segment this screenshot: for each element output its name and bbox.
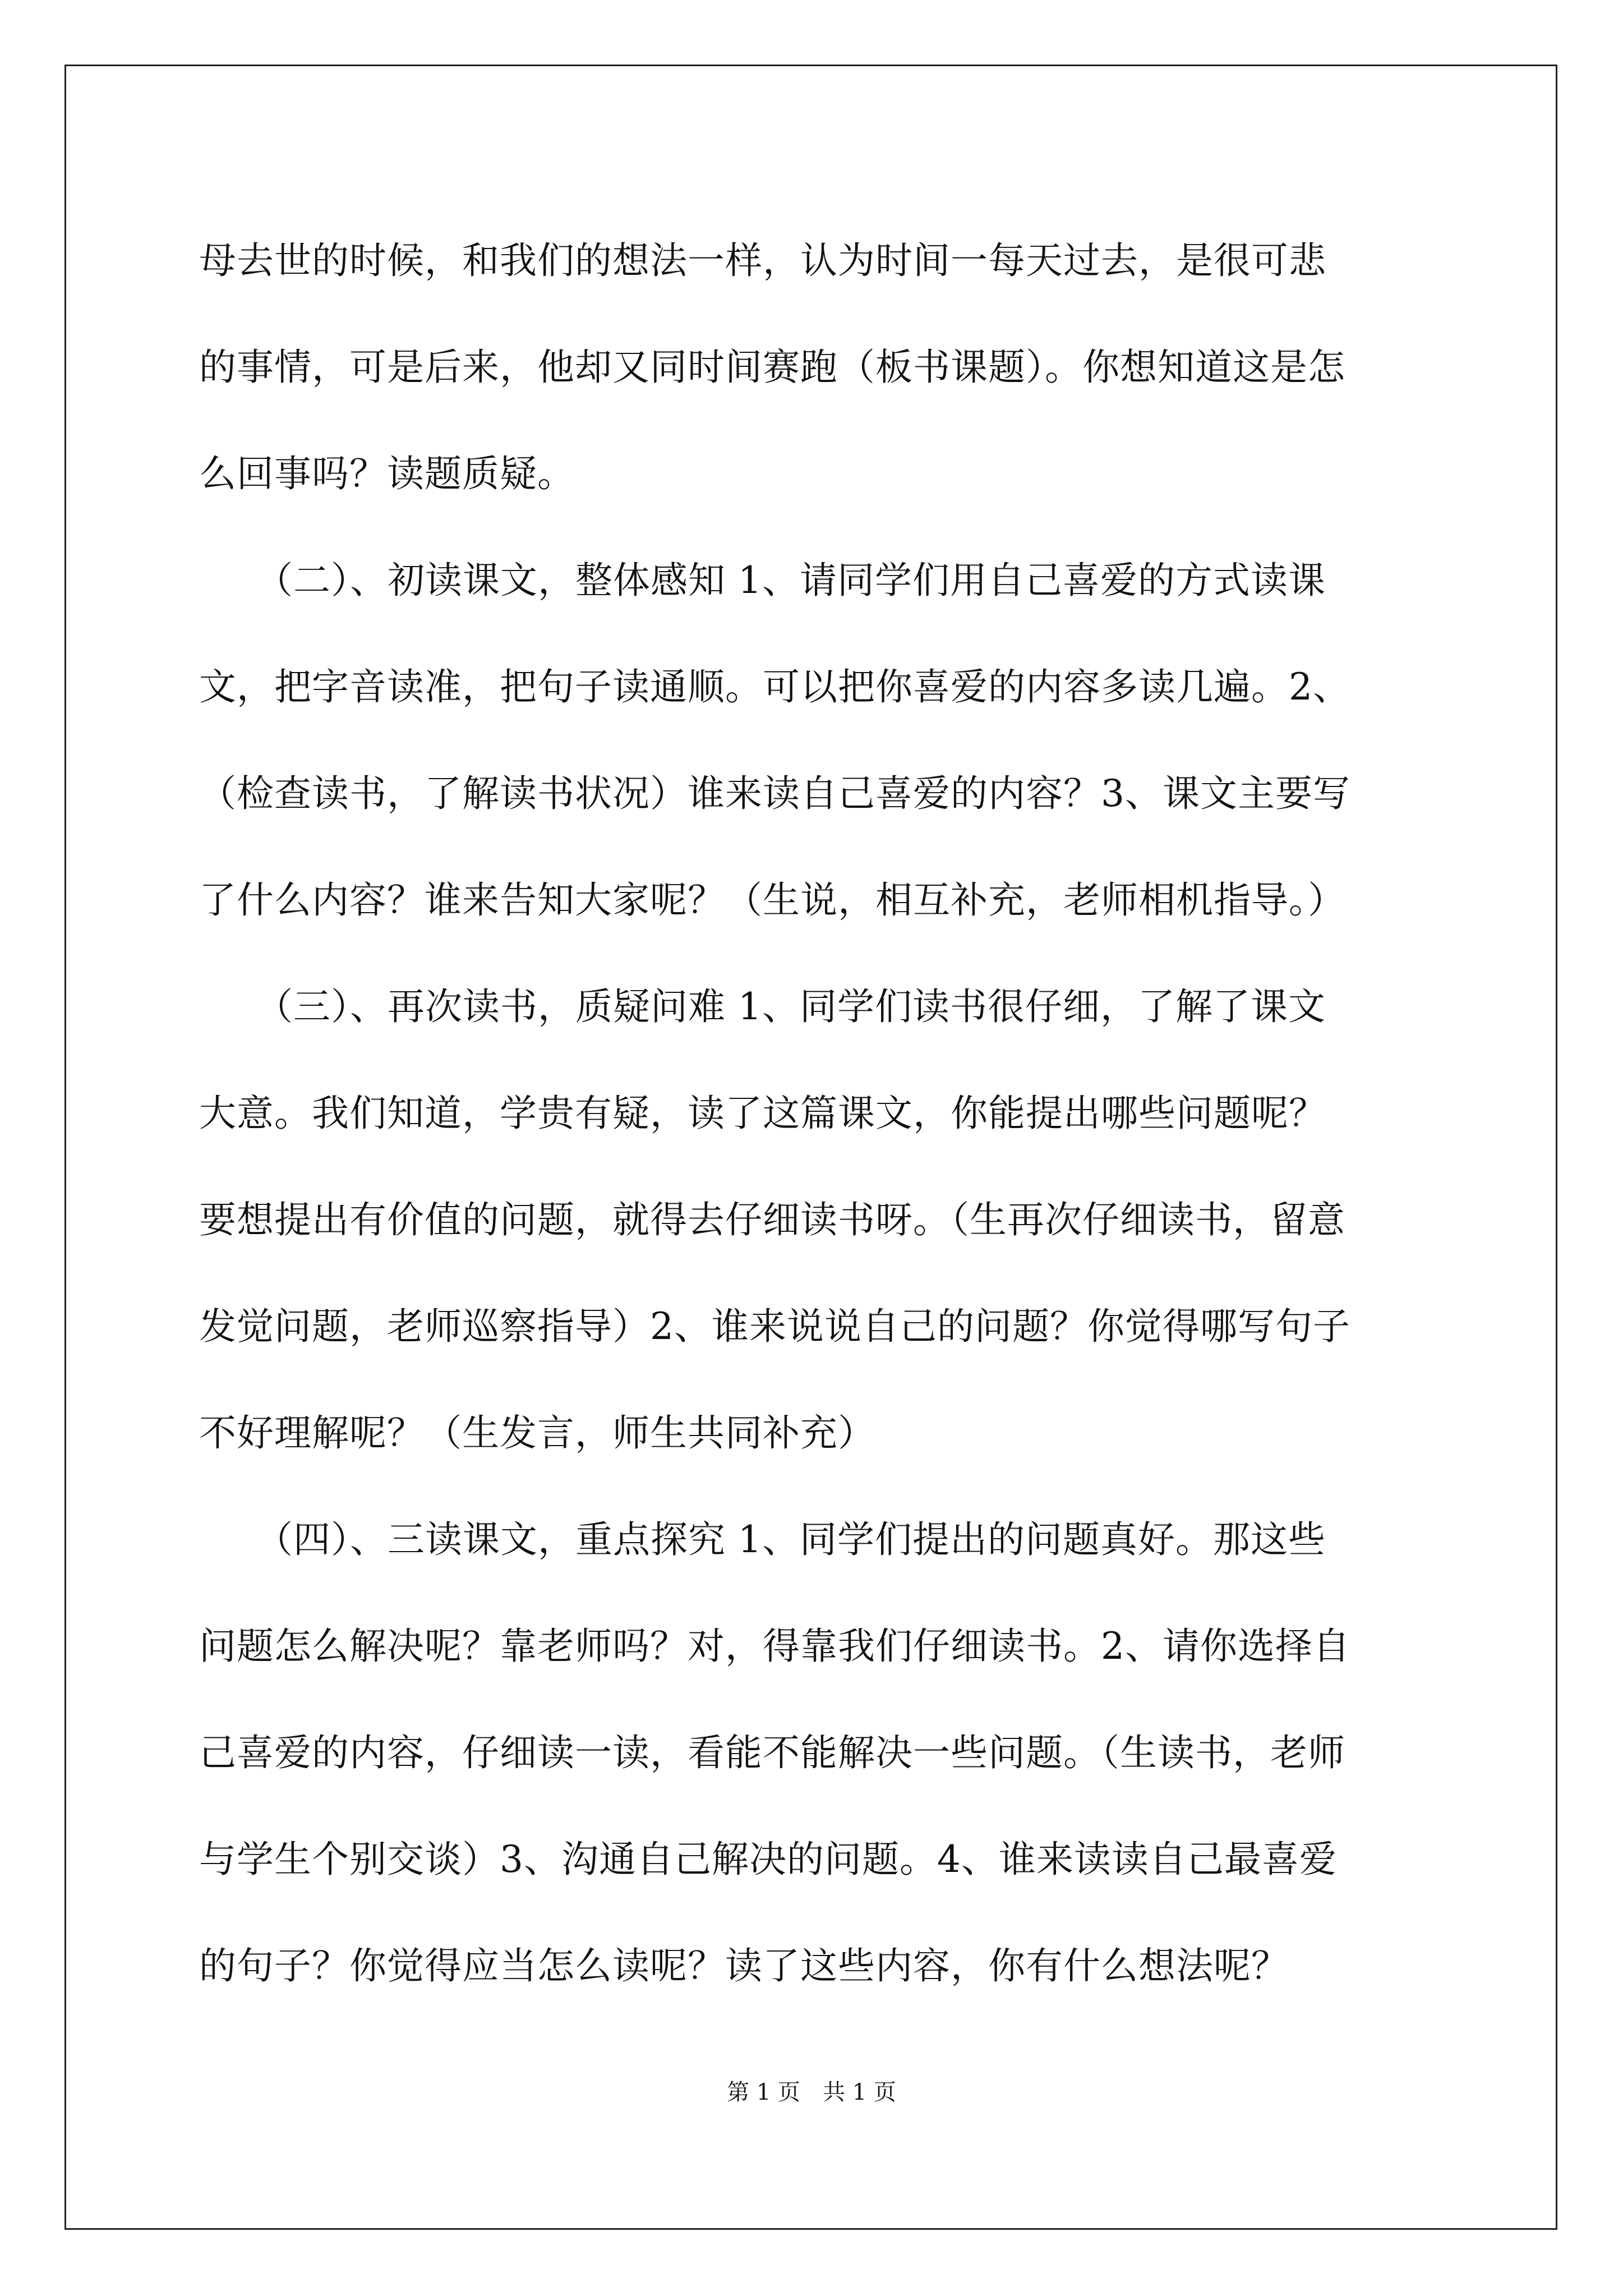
page-number-footer: 第 1 页 共 1 页 bbox=[727, 2079, 896, 2105]
text-line: 母去世的时候，和我们的想法一样，认为时间一每天过去，是很可悲 bbox=[199, 239, 1326, 282]
text-line: 了什么内容？谁来告知大家呢？（生说，相互补充，老师相机指导。） bbox=[199, 878, 1345, 922]
paragraph-start-line: （四）、三读课文，重点探究 1、同学们提出的问题真好。那这些 bbox=[199, 1518, 1326, 1561]
text-line: 么回事吗？读题质疑。 bbox=[199, 452, 575, 495]
text-line: 要想提出有价值的问题，就得去仔细读书呀。（生再次仔细读书，留意 bbox=[199, 1198, 1345, 1241]
text-line: 与学生个别交谈）3、沟通自己解决的问题。4、谁来读读自己最喜爱 bbox=[199, 1838, 1337, 1881]
text-line: 的事情，可是后来，他却又同时间赛跑（板书课题）。你想知道这是怎 bbox=[199, 346, 1345, 389]
text-line: 不好理解呢？（生发言，师生共同补充） bbox=[199, 1411, 875, 1455]
paragraph-start-line: （三）、再次读书，质疑问难 1、同学们读书很仔细，了解了课文 bbox=[199, 985, 1326, 1028]
text-line: 发觉问题，老师巡察指导）2、谁来说说自己的问题？你觉得哪写句子 bbox=[199, 1305, 1350, 1348]
text-line: （检查读书，了解读书状况）谁来读自己喜爱的内容？3、课文主要写 bbox=[199, 772, 1350, 815]
text-line: 己喜爱的内容，仔细读一读，看能不能解决一些问题。（生读书，老师 bbox=[199, 1731, 1345, 1774]
text-line: 文，把字音读准，把句子读通顺。可以把你喜爱的内容多读几遍。2、 bbox=[199, 665, 1350, 708]
text-line: 问题怎么解决呢？靠老师吗？对，得靠我们仔细读书。2、请你选择自 bbox=[199, 1625, 1350, 1668]
document-body bbox=[199, 208, 1427, 2019]
text-line: 的句子？你觉得应当怎么读呢？读了这些内容，你有什么想法呢？ bbox=[199, 1944, 1289, 1987]
paragraph-start-line: （二）、初读课文，整体感知 1、请同学们用自己喜爱的方式读课 bbox=[199, 559, 1326, 602]
text-line: 大意。我们知道，学贵有疑，读了这篇课文，你能提出哪些问题呢？ bbox=[199, 1092, 1326, 1135]
